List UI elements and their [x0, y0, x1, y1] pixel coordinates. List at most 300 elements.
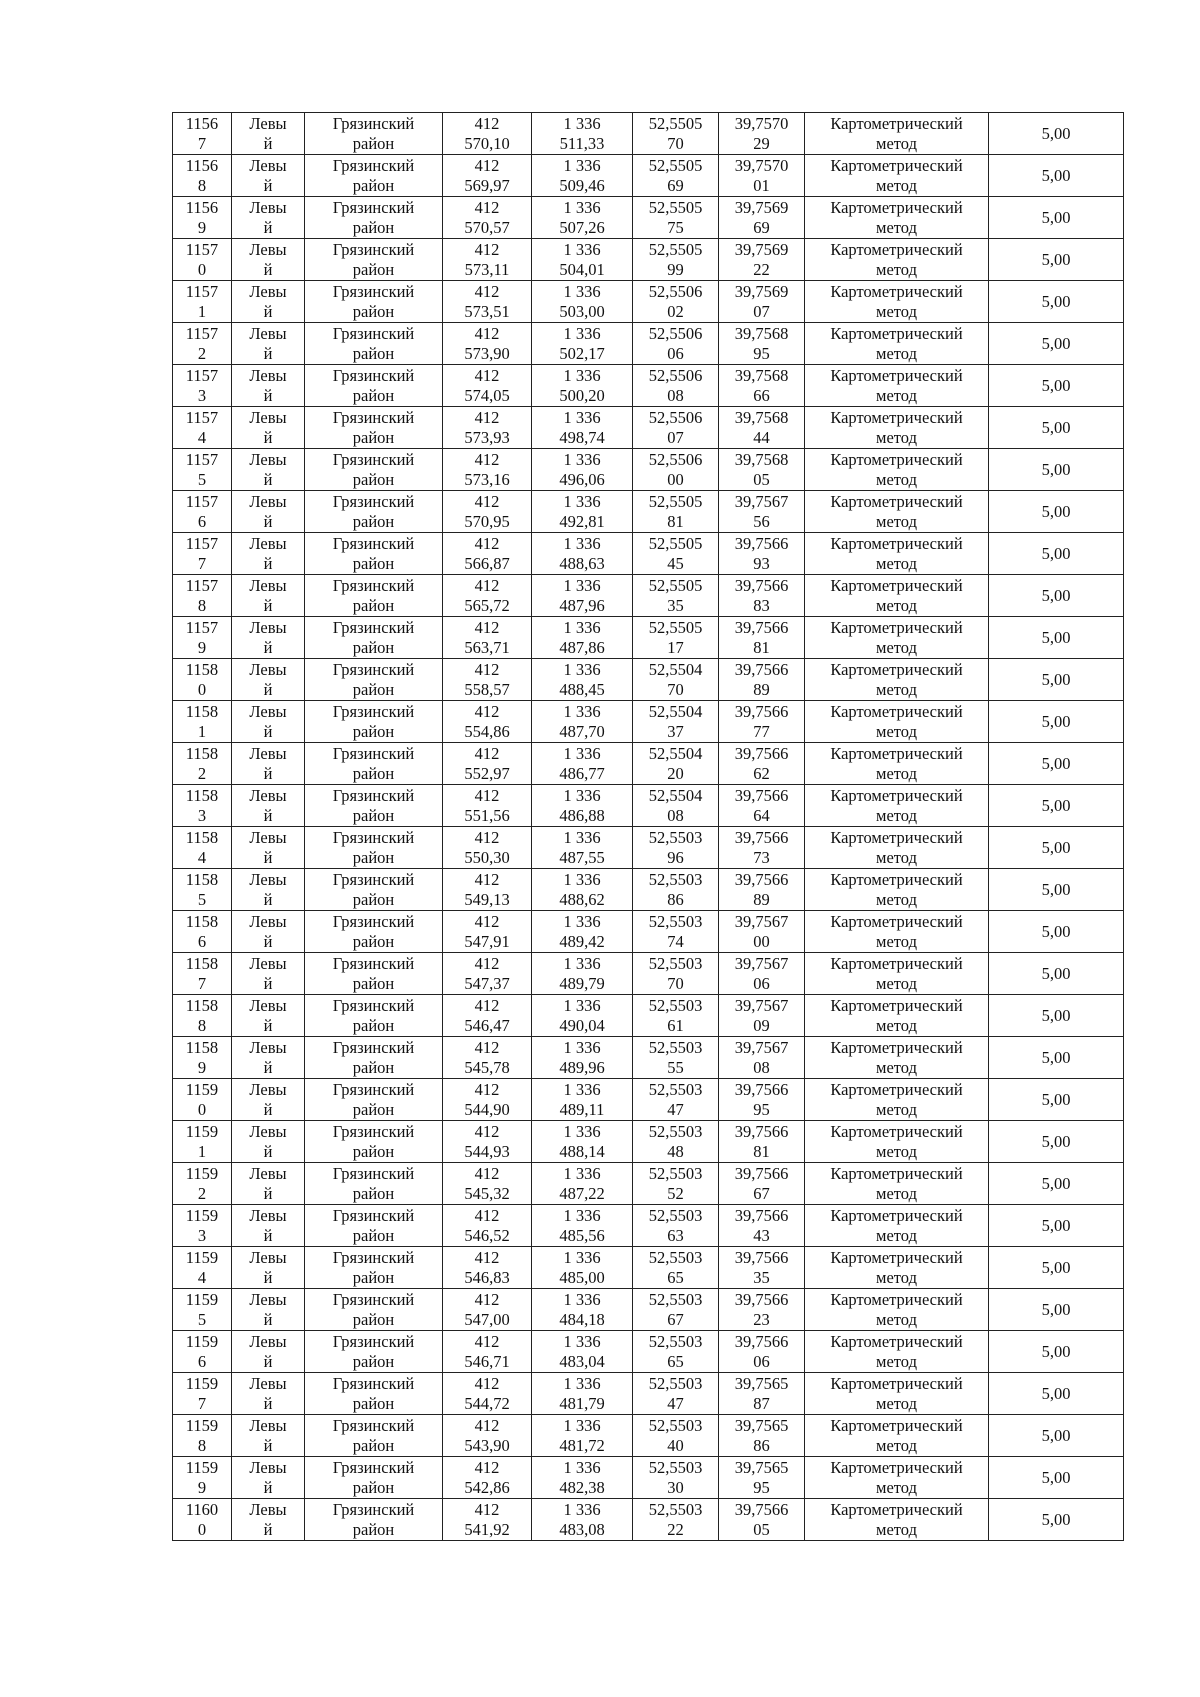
coord-x-cell-line: 552,97 [464, 763, 510, 783]
bank-side-cell-line: Левы [249, 491, 287, 511]
district-cell-line: Грязинский [332, 1457, 415, 1477]
coord-x-cell-line: 544,72 [464, 1393, 510, 1413]
coord-y-cell [532, 701, 633, 743]
bank-side-cell-line: Левы [249, 1373, 287, 1393]
latitude-cell-line: 37 [667, 721, 684, 741]
latitude-cell [633, 1331, 719, 1373]
bank-side-cell [232, 1037, 305, 1079]
coord-x-cell-line: 412 [474, 869, 500, 889]
longitude-cell-line: 39,7569 [734, 281, 789, 301]
district-cell-line: район [352, 1015, 395, 1035]
latitude-cell-line: 65 [667, 1267, 684, 1287]
coord-y-cell-line: 1 336 [563, 995, 601, 1015]
district-cell-line: Грязинский [332, 617, 415, 637]
accuracy-cell: 5,00 [989, 1499, 1124, 1541]
method-cell [805, 155, 989, 197]
coord-y-cell [532, 1415, 633, 1457]
point-number-cell [173, 953, 232, 995]
coord-y-cell [532, 1121, 633, 1163]
coord-x-cell-line: 551,56 [464, 805, 510, 825]
latitude-cell [633, 155, 719, 197]
method-cell-line: метод [876, 595, 917, 615]
coord-x-cell [443, 659, 532, 701]
bank-side-cell [232, 659, 305, 701]
coord-x-cell [443, 953, 532, 995]
bank-side-cell-line: й [263, 385, 273, 405]
coord-x-cell-line: 547,91 [464, 931, 510, 951]
latitude-cell-line: 52,5503 [648, 869, 703, 889]
longitude-cell [719, 1331, 805, 1373]
latitude-cell-line: 52,5504 [648, 785, 703, 805]
table-row [173, 239, 1124, 281]
accuracy-cell: 5,00 [989, 1079, 1124, 1121]
point-number-cell-line: 9 [197, 217, 207, 237]
method-cell-line: метод [876, 511, 917, 531]
bank-side-cell [232, 953, 305, 995]
point-number-cell [173, 1373, 232, 1415]
coord-x-cell [443, 449, 532, 491]
district-cell [305, 911, 443, 953]
coord-y-cell-line: 1 336 [563, 491, 601, 511]
point-number-cell [173, 1205, 232, 1247]
coord-x-cell-line: 412 [474, 533, 500, 553]
coord-x-cell-line: 412 [474, 449, 500, 469]
bank-side-cell [232, 407, 305, 449]
coord-x-cell-line: 545,32 [464, 1183, 510, 1203]
district-cell-line: район [352, 133, 395, 153]
coord-y-cell-line: 483,08 [559, 1519, 605, 1539]
method-cell [805, 533, 989, 575]
point-number-cell-line: 1 [197, 1141, 207, 1161]
method-cell-line: Картометрический [830, 911, 963, 931]
district-cell-line: район [352, 1141, 395, 1161]
method-cell-line: Картометрический [830, 323, 963, 343]
longitude-cell [719, 1163, 805, 1205]
district-cell-line: Грязинский [332, 827, 415, 847]
coord-y-cell-line: 504,01 [559, 259, 605, 279]
bank-side-cell-line: й [263, 301, 273, 321]
point-number-cell-line: 6 [197, 931, 207, 951]
point-number-cell [173, 407, 232, 449]
district-cell-line: Грязинский [332, 155, 415, 175]
bank-side-cell-line: й [263, 637, 273, 657]
point-number-cell [173, 1079, 232, 1121]
longitude-cell-line: 95 [753, 1477, 770, 1497]
latitude-cell-line: 52,5503 [648, 1415, 703, 1435]
point-number-cell-line: 1160 [185, 1499, 219, 1519]
coord-y-cell [532, 869, 633, 911]
method-cell-line: метод [876, 1393, 917, 1413]
table-row [173, 155, 1124, 197]
district-cell-line: Грязинский [332, 1247, 415, 1267]
latitude-cell-line: 52,5505 [648, 575, 703, 595]
district-cell-line: Грязинский [332, 1079, 415, 1099]
point-number-cell [173, 1247, 232, 1289]
method-cell-line: Картометрический [830, 1289, 963, 1309]
method-cell-line: Картометрический [830, 575, 963, 595]
latitude-cell [633, 1289, 719, 1331]
method-cell-line: метод [876, 259, 917, 279]
longitude-cell [719, 617, 805, 659]
district-cell-line: район [352, 1099, 395, 1119]
coord-y-cell-line: 1 336 [563, 1079, 601, 1099]
method-cell-line: метод [876, 763, 917, 783]
point-number-cell-line: 6 [197, 1351, 207, 1371]
bank-side-cell-line: Левы [249, 1163, 287, 1183]
point-number-cell-line: 1158 [185, 659, 219, 679]
coord-x-cell-line: 544,90 [464, 1099, 510, 1119]
coord-y-cell [532, 155, 633, 197]
accuracy-cell: 5,00 [989, 281, 1124, 323]
longitude-cell-line: 39,7570 [734, 113, 789, 133]
table-row [173, 575, 1124, 617]
method-cell [805, 1289, 989, 1331]
point-number-cell-line: 4 [197, 1267, 207, 1287]
point-number-cell-line: 0 [197, 259, 207, 279]
method-cell-line: метод [876, 427, 917, 447]
method-cell-line: метод [876, 1141, 917, 1161]
accuracy-cell: 5,00 [989, 617, 1124, 659]
bank-side-cell-line: й [263, 1519, 273, 1539]
coord-y-cell-line: 485,00 [559, 1267, 605, 1287]
method-cell-line: Картометрический [830, 995, 963, 1015]
latitude-cell [633, 239, 719, 281]
method-cell-line: метод [876, 1099, 917, 1119]
coord-y-cell-line: 1 336 [563, 701, 601, 721]
longitude-cell-line: 81 [753, 637, 770, 657]
bank-side-cell [232, 239, 305, 281]
bank-side-cell-line: й [263, 511, 273, 531]
method-cell [805, 617, 989, 659]
bank-side-cell-line: Левы [249, 155, 287, 175]
district-cell-line: район [352, 1351, 395, 1371]
coord-y-cell-line: 1 336 [563, 1247, 601, 1267]
latitude-cell-line: 08 [667, 805, 684, 825]
district-cell [305, 785, 443, 827]
coord-x-cell-line: 558,57 [464, 679, 510, 699]
longitude-cell-line: 39,7568 [734, 407, 789, 427]
latitude-cell [633, 113, 719, 155]
method-cell-line: метод [876, 847, 917, 867]
bank-side-cell-line: Левы [249, 701, 287, 721]
latitude-cell [633, 533, 719, 575]
method-cell [805, 911, 989, 953]
longitude-cell-line: 39,7566 [734, 533, 789, 553]
longitude-cell-line: 73 [753, 847, 770, 867]
bank-side-cell-line: й [263, 595, 273, 615]
method-cell-line: метод [876, 553, 917, 573]
coord-y-cell-line: 487,55 [559, 847, 605, 867]
longitude-cell [719, 1205, 805, 1247]
latitude-cell-line: 08 [667, 385, 684, 405]
coord-y-cell-line: 1 336 [563, 1457, 601, 1477]
point-number-cell-line: 1157 [185, 575, 219, 595]
district-cell-line: Грязинский [332, 491, 415, 511]
longitude-cell [719, 491, 805, 533]
point-number-cell [173, 1457, 232, 1499]
method-cell-line: Картометрический [830, 743, 963, 763]
coord-x-cell [443, 575, 532, 617]
table-body [173, 113, 1124, 1541]
latitude-cell-line: 61 [667, 1015, 684, 1035]
latitude-cell-line: 22 [667, 1519, 684, 1539]
longitude-cell-line: 39,7566 [734, 1331, 789, 1351]
coord-x-cell-line: 412 [474, 1457, 500, 1477]
district-cell [305, 1037, 443, 1079]
latitude-cell [633, 1373, 719, 1415]
longitude-cell-line: 22 [753, 259, 770, 279]
district-cell [305, 743, 443, 785]
point-number-cell-line: 1157 [185, 407, 219, 427]
coord-y-cell-line: 481,79 [559, 1393, 605, 1413]
coord-y-cell [532, 659, 633, 701]
longitude-cell-line: 77 [753, 721, 770, 741]
latitude-cell-line: 74 [667, 931, 684, 951]
method-cell [805, 1163, 989, 1205]
longitude-cell [719, 995, 805, 1037]
method-cell-line: Картометрический [830, 1373, 963, 1393]
coord-y-cell-line: 487,22 [559, 1183, 605, 1203]
coord-y-cell-line: 1 336 [563, 1289, 601, 1309]
method-cell-line: Картометрический [830, 1121, 963, 1141]
method-cell-line: Картометрический [830, 1331, 963, 1351]
point-number-cell-line: 1159 [185, 1415, 219, 1435]
longitude-cell-line: 39,7566 [734, 869, 789, 889]
district-cell [305, 449, 443, 491]
district-cell [305, 491, 443, 533]
coord-x-cell [443, 617, 532, 659]
longitude-cell-line: 29 [753, 133, 770, 153]
latitude-cell-line: 52,5505 [648, 533, 703, 553]
bank-side-cell [232, 1373, 305, 1415]
latitude-cell-line: 52,5505 [648, 155, 703, 175]
bank-side-cell [232, 449, 305, 491]
district-cell-line: район [352, 469, 395, 489]
coord-y-cell [532, 239, 633, 281]
coord-x-cell-line: 554,86 [464, 721, 510, 741]
latitude-cell-line: 48 [667, 1141, 684, 1161]
latitude-cell [633, 449, 719, 491]
point-number-cell-line: 4 [197, 427, 207, 447]
longitude-cell [719, 575, 805, 617]
bank-side-cell-line: Левы [249, 449, 287, 469]
coord-y-cell [532, 911, 633, 953]
method-cell-line: Картометрический [830, 239, 963, 259]
longitude-cell [719, 743, 805, 785]
district-cell [305, 323, 443, 365]
district-cell-line: район [352, 1477, 395, 1497]
bank-side-cell-line: й [263, 427, 273, 447]
bank-side-cell-line: й [263, 805, 273, 825]
coord-x-cell-line: 412 [474, 701, 500, 721]
bank-side-cell-line: й [263, 1183, 273, 1203]
longitude-cell-line: 39,7566 [734, 743, 789, 763]
method-cell-line: Картометрический [830, 407, 963, 427]
coord-y-cell-line: 484,18 [559, 1309, 605, 1329]
accuracy-cell: 5,00 [989, 323, 1124, 365]
point-number-cell-line: 1 [197, 301, 207, 321]
longitude-cell [719, 1457, 805, 1499]
coord-x-cell [443, 995, 532, 1037]
longitude-cell [719, 1415, 805, 1457]
district-cell-line: район [352, 805, 395, 825]
point-number-cell [173, 827, 232, 869]
method-cell [805, 197, 989, 239]
bank-side-cell [232, 1499, 305, 1541]
latitude-cell-line: 52,5505 [648, 617, 703, 637]
point-number-cell [173, 911, 232, 953]
district-cell-line: район [352, 931, 395, 951]
point-number-cell-line: 9 [197, 637, 207, 657]
method-cell-line: Картометрический [830, 533, 963, 553]
table-row [173, 827, 1124, 869]
coord-x-cell-line: 412 [474, 407, 500, 427]
coord-y-cell-line: 1 336 [563, 449, 601, 469]
coord-y-cell [532, 1499, 633, 1541]
accuracy-cell: 5,00 [989, 1457, 1124, 1499]
table-row [173, 1331, 1124, 1373]
method-cell-line: Картометрический [830, 281, 963, 301]
longitude-cell [719, 869, 805, 911]
bank-side-cell-line: Левы [249, 953, 287, 973]
point-number-cell-line: 7 [197, 133, 207, 153]
point-number-cell-line: 1158 [185, 701, 219, 721]
longitude-cell [719, 911, 805, 953]
method-cell [805, 743, 989, 785]
coord-y-cell-line: 490,04 [559, 1015, 605, 1035]
accuracy-cell: 5,00 [989, 869, 1124, 911]
latitude-cell [633, 1415, 719, 1457]
longitude-cell [719, 1373, 805, 1415]
longitude-cell-line: 23 [753, 1309, 770, 1329]
point-number-cell [173, 617, 232, 659]
longitude-cell-line: 43 [753, 1225, 770, 1245]
method-cell-line: метод [876, 637, 917, 657]
latitude-cell [633, 197, 719, 239]
district-cell [305, 1457, 443, 1499]
point-number-cell-line: 2 [197, 1183, 207, 1203]
method-cell-line: метод [876, 1183, 917, 1203]
latitude-cell-line: 52,5503 [648, 1205, 703, 1225]
latitude-cell [633, 953, 719, 995]
coord-x-cell-line: 549,13 [464, 889, 510, 909]
point-number-cell-line: 1159 [185, 1247, 219, 1267]
coord-x-cell [443, 155, 532, 197]
method-cell-line: метод [876, 1309, 917, 1329]
bank-side-cell-line: Левы [249, 1037, 287, 1057]
coord-x-cell-line: 412 [474, 323, 500, 343]
longitude-cell-line: 39,7566 [734, 659, 789, 679]
longitude-cell-line: 39,7568 [734, 323, 789, 343]
coord-y-cell-line: 1 336 [563, 197, 601, 217]
coord-x-cell [443, 407, 532, 449]
bank-side-cell [232, 323, 305, 365]
coord-x-cell-line: 412 [474, 1331, 500, 1351]
coord-x-cell-line: 412 [474, 1499, 500, 1519]
method-cell-line: метод [876, 1267, 917, 1287]
latitude-cell-line: 45 [667, 553, 684, 573]
method-cell-line: Картометрический [830, 1079, 963, 1099]
table-row [173, 1163, 1124, 1205]
method-cell-line: Картометрический [830, 869, 963, 889]
latitude-cell-line: 52,5503 [648, 1289, 703, 1309]
coord-y-cell-line: 489,11 [559, 1099, 605, 1119]
latitude-cell-line: 52,5506 [648, 323, 703, 343]
district-cell-line: Грязинский [332, 1499, 415, 1519]
method-cell [805, 281, 989, 323]
coord-y-cell-line: 1 336 [563, 1205, 601, 1225]
coord-x-cell-line: 412 [474, 743, 500, 763]
bank-side-cell-line: й [263, 1057, 273, 1077]
bank-side-cell-line: Левы [249, 617, 287, 637]
district-cell [305, 659, 443, 701]
point-number-cell-line: 1159 [185, 1121, 219, 1141]
latitude-cell-line: 52,5504 [648, 659, 703, 679]
method-cell-line: Картометрический [830, 701, 963, 721]
district-cell-line: Грязинский [332, 659, 415, 679]
table-row [173, 449, 1124, 491]
point-number-cell [173, 197, 232, 239]
bank-side-cell [232, 155, 305, 197]
latitude-cell [633, 491, 719, 533]
district-cell-line: район [352, 1183, 395, 1203]
point-number-cell [173, 281, 232, 323]
method-cell-line: метод [876, 889, 917, 909]
point-number-cell-line: 1 [197, 721, 207, 741]
district-cell [305, 1289, 443, 1331]
district-cell-line: Грязинский [332, 113, 415, 133]
method-cell [805, 869, 989, 911]
point-number-cell-line: 8 [197, 175, 207, 195]
method-cell [805, 1457, 989, 1499]
coord-y-cell-line: 1 336 [563, 323, 601, 343]
point-number-cell-line: 7 [197, 1393, 207, 1413]
bank-side-cell-line: Левы [249, 113, 287, 133]
coord-x-cell-line: 412 [474, 1289, 500, 1309]
point-number-cell-line: 1157 [185, 449, 219, 469]
coord-x-cell-line: 546,52 [464, 1225, 510, 1245]
coord-x-cell-line: 412 [474, 953, 500, 973]
bank-side-cell-line: Левы [249, 659, 287, 679]
coord-x-cell [443, 1121, 532, 1163]
method-cell [805, 1205, 989, 1247]
latitude-cell-line: 52,5503 [648, 953, 703, 973]
coord-y-cell [532, 1205, 633, 1247]
coord-x-cell [443, 1037, 532, 1079]
coord-y-cell-line: 1 336 [563, 1121, 601, 1141]
accuracy-cell: 5,00 [989, 659, 1124, 701]
bank-side-cell-line: й [263, 553, 273, 573]
coord-x-cell [443, 1373, 532, 1415]
latitude-cell [633, 1079, 719, 1121]
coordinates-table [172, 112, 1124, 1541]
coord-x-cell-line: 570,57 [464, 217, 510, 237]
method-cell-line: метод [876, 217, 917, 237]
district-cell-line: район [352, 553, 395, 573]
method-cell [805, 239, 989, 281]
longitude-cell-line: 66 [753, 385, 770, 405]
latitude-cell [633, 1499, 719, 1541]
table-row [173, 1247, 1124, 1289]
district-cell [305, 1205, 443, 1247]
accuracy-cell: 5,00 [989, 953, 1124, 995]
bank-side-cell [232, 533, 305, 575]
district-cell-line: район [352, 175, 395, 195]
coord-y-cell [532, 827, 633, 869]
point-number-cell-line: 1158 [185, 785, 219, 805]
bank-side-cell [232, 491, 305, 533]
coord-x-cell [443, 1163, 532, 1205]
